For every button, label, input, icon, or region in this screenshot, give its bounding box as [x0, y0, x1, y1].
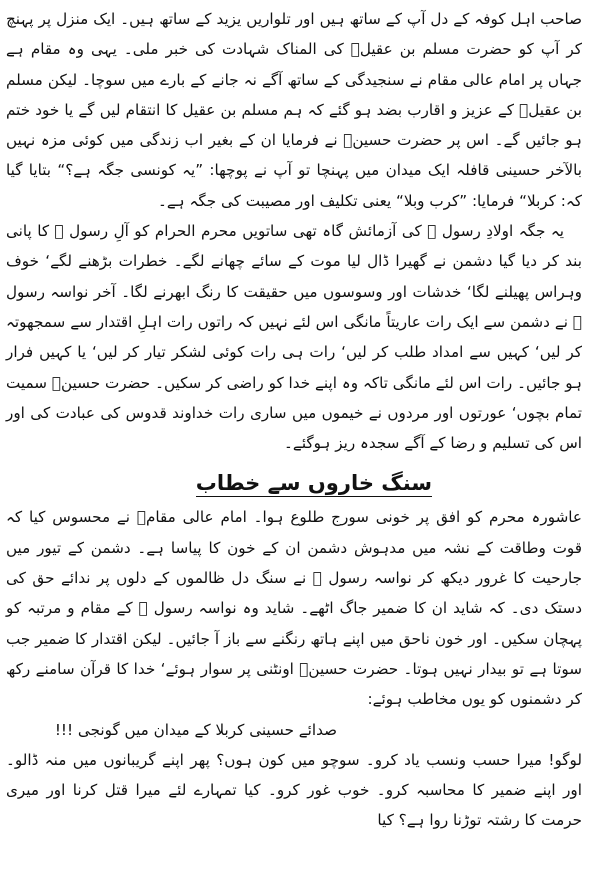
- paragraph-karbala-night-text: یہ جگہ اولادِ رسول ﷺ کی آزمائش گاہ تھی ساتویں محرم الحرام کو آلِ رسول ﷺ کا پانی بند کر دیا گیا دشمن نے گھیرا ڈال لیا موت کے سائے چھانے لگے۔ خطرات بڑھنے لگے‘ خوف وہراس پھیلنے لگا‘ خدشات اور وسوسوں میں حقیقت کا رنگ ابھرنے لگا۔ آخر نواسہ رسول ﷺ نے دشمن سے ایک رات عاریتاً مانگی اس لئے نہیں کہ راتوں رات اہلِ اقتدار سے سمجھوتہ کر لیں‘ کہیں سے امداد طلب کر لیں‘ رات ہی رات کوئی لشکر تیار کر لیں‘ یا کہیں فرار ہو جائیں۔ رات اس لئے مانگی تاکہ وہ اپنے خدا کو راضی کر سکیں۔ حضرت حسینؓ سمیت تمام بچوں‘ عورتوں اور مردوں نے خیموں میں ساری رات خداوند قدوس کی عبادت کی اور اس کی تسلیم و رضا کے آگے سجدہ ریز ہوگئے۔: [6, 222, 582, 453]
- section-heading-text: سنگ خاروں سے خطاب: [195, 471, 432, 496]
- section-heading: [6, 466, 582, 500]
- paragraph-karbala-night: [6, 216, 582, 458]
- verse-line: صدائے حسینی کربلا کے میدان میں گونجی !!!: [54, 720, 337, 739]
- paragraph-kufa: صاحب اہل کوفہ کے دل آپ کے ساتھ ہیں اور تلواریں یزید کے ساتھ ہیں۔ ایک منزل پر پہنچ کر آپ کو حضرت مسلم بن عقیلؑ کی المناک شہادت کی خبر ملی۔ یہی وہ مقام ہے جہاں پر امام عالی مقام نے سنجیدگی کے ساتھ آگے نہ جانے کے بارے میں سوچا۔ لیکن مسلم بن عقیلؑ کے عزیز و اقارب بضد ہو گئے کہ ہم مسلم بن عقیل کا انتقام لیں گے یا خود ختم ہو جائیں گے۔ اس پر حضرت حسینؓ نے فرمایا ان کے بغیر اب زندگی میں کوئی مزہ نہیں بالآخر حسینی قافلہ ایک میدان میں پہنچا تو آپ نے پوچھا: ”یہ کونسی جگہ ہے؟“ بتایا گیا کہ: کربلا“ فرمایا: ”کرب وبلا“ یعنی تکلیف اور مصیبت کی جگہ ہے۔: [6, 10, 582, 210]
- paragraph-ashura: عاشورہ محرم کو افق پر خونی سورج طلوع ہوا۔ امام عالی مقامؓ نے محسوس کیا کہ قوت وطاقت کے نشہ میں مدہوش دشمن ان کے خون کا پیاسا ہے۔ دشمن کے تیور میں جارحیت کا غرور دیکھ کر نواسہ رسول ﷺ نے سنگ دل ظالموں کے دلوں پر ندائے حق کی دستک دی۔ کہ شاید ان کا ضمیر جاگ اٹھے۔ شاید وہ نواسہ رسول ﷺ کے مقام و مرتبہ کو پہچان سکیں۔ اور خون ناحق میں اپنے ہاتھ رنگنے سے باز آ جائیں۔ لیکن اقتدار کا ضمیر جب سوتا ہے تو بیدار نہیں ہوتا۔ حضرت حسینؓ اونٹنی پر سوار ہوئے‘ خدا کا قرآن سامنے رکھ کر دشمنوں کو یوں مخاطب ہوئے:: [6, 508, 582, 709]
- paragraph-address: لوگو! میرا حسب ونسب یاد کرو۔ سوچو میں کون ہوں؟ پھر اپنے گریبانوں میں منہ ڈالو۔ اور اپنے ضمیر کا محاسبہ کرو۔ خوب غور کرو۔ کیا تمہارے لئے میرا قتل کرنا اور میری حرمت کا رشتہ توڑنا روا ہے؟ کیا: [6, 750, 582, 830]
